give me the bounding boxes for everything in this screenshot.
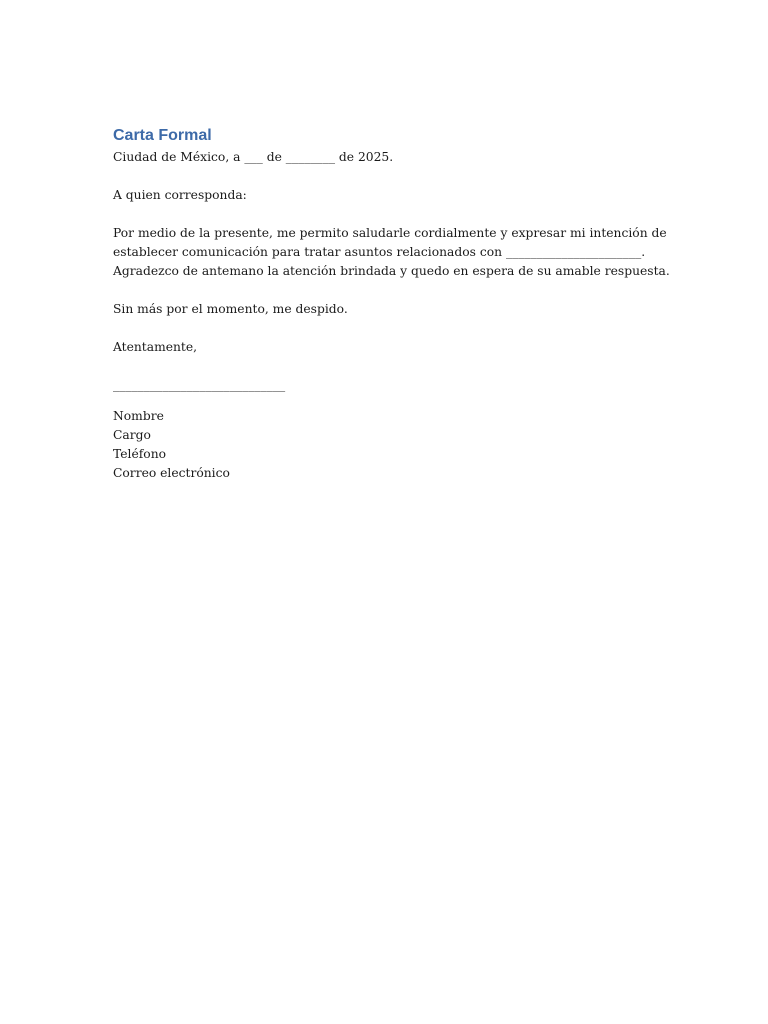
signature-phone: Teléfono [113,447,167,462]
paragraph-spacer [113,281,643,300]
paragraph-spacer [113,319,643,338]
body-paragraph [113,224,670,281]
signature-email: Correo electrónico [113,466,230,481]
date-line: Ciudad de México, a ___ de ________ de 2025. [113,150,394,164]
closing: Atentamente, [113,340,198,354]
closing-note: Sin más por el momento, me despido. [113,302,348,316]
body-line: Por medio de la presente, me permito saludarle cordialmente y expresar mi intención de [113,226,667,240]
paragraph-spacer [113,205,643,224]
salutation: A quien corresponda: [113,188,247,202]
signature-position: Cargo [113,428,151,443]
letter-title: Carta Formal [113,127,212,144]
body-line: establecer comunicación para tratar asuntos relacionados con ______________________. [113,245,646,259]
signature-name: Nombre [113,409,164,424]
paragraph-spacer [113,357,643,376]
signature-block [113,407,643,483]
signature-line: ____________________________ [113,378,286,392]
letter-content [113,124,670,483]
paragraph-spacer [113,167,643,186]
body-line: Agradezco de antemano la atención brindada y quedo en espera de su amable respuesta. [113,264,670,278]
